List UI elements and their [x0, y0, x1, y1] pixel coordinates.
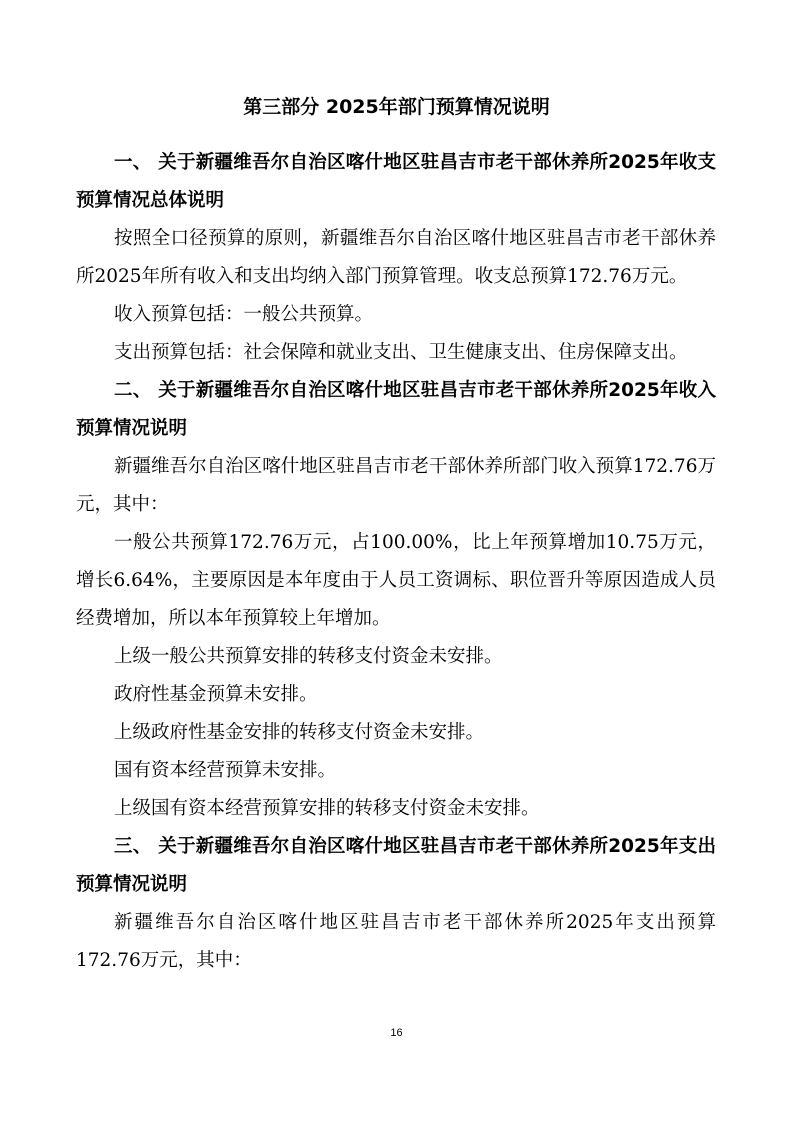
- section-2-paragraph-2: 一般公共预算172.76万元，占100.00%，比上年预算增加10.75万元，增长6.64%，主要原因是本年度由于人员工资调标、职位晋升等原因造成人员经费增加，所以本年预算较上年增加。: [76, 532, 716, 629]
- section-2-paragraph-5: 上级政府性基金安排的转移支付资金未安排。: [114, 722, 485, 743]
- section-3-paragraph-1: 新疆维吾尔自治区喀什地区驻昌吉市老干部休养所2025年支出预算172.76万元，其中：: [76, 912, 716, 971]
- section-heading-3: 三、 关于新疆维吾尔自治区喀什地区驻昌吉市老干部休养所2025年支出预算情况说明: [76, 836, 716, 895]
- page-title: 第三部分 2025年部门预算情况说明: [243, 96, 550, 118]
- section-2-paragraph-4: 政府性基金预算未安排。: [114, 684, 318, 705]
- page-number: 16: [390, 1027, 403, 1039]
- section-2-paragraph-1: 新疆维吾尔自治区喀什地区驻昌吉市老干部休养所部门收入预算172.76万元，其中：: [76, 456, 716, 515]
- section-2-paragraph-3: 上级一般公共预算安排的转移支付资金未安排。: [114, 646, 503, 667]
- section-heading-2: 二、 关于新疆维吾尔自治区喀什地区驻昌吉市老干部休养所2025年收入预算情况说明: [76, 380, 716, 439]
- section-2-paragraph-6: 国有资本经营预算未安排。: [114, 760, 337, 781]
- section-heading-1: 一、 关于新疆维吾尔自治区喀什地区驻昌吉市老干部休养所2025年收支预算情况总体说明: [76, 152, 716, 211]
- section-1-paragraph-1: 按照全口径预算的原则，新疆维吾尔自治区喀什地区驻昌吉市老干部休养所2025年所有收入和支出均纳入部门预算管理。收支总预算172.76万元。: [76, 228, 716, 287]
- section-1-paragraph-2: 收入预算包括：一般公共预算。: [114, 304, 374, 325]
- section-2-paragraph-7: 上级国有资本经营预算安排的转移支付资金未安排。: [114, 798, 540, 819]
- section-1-paragraph-3: 支出预算包括：社会保障和就业支出、卫生健康支出、住房保障支出。: [114, 342, 688, 363]
